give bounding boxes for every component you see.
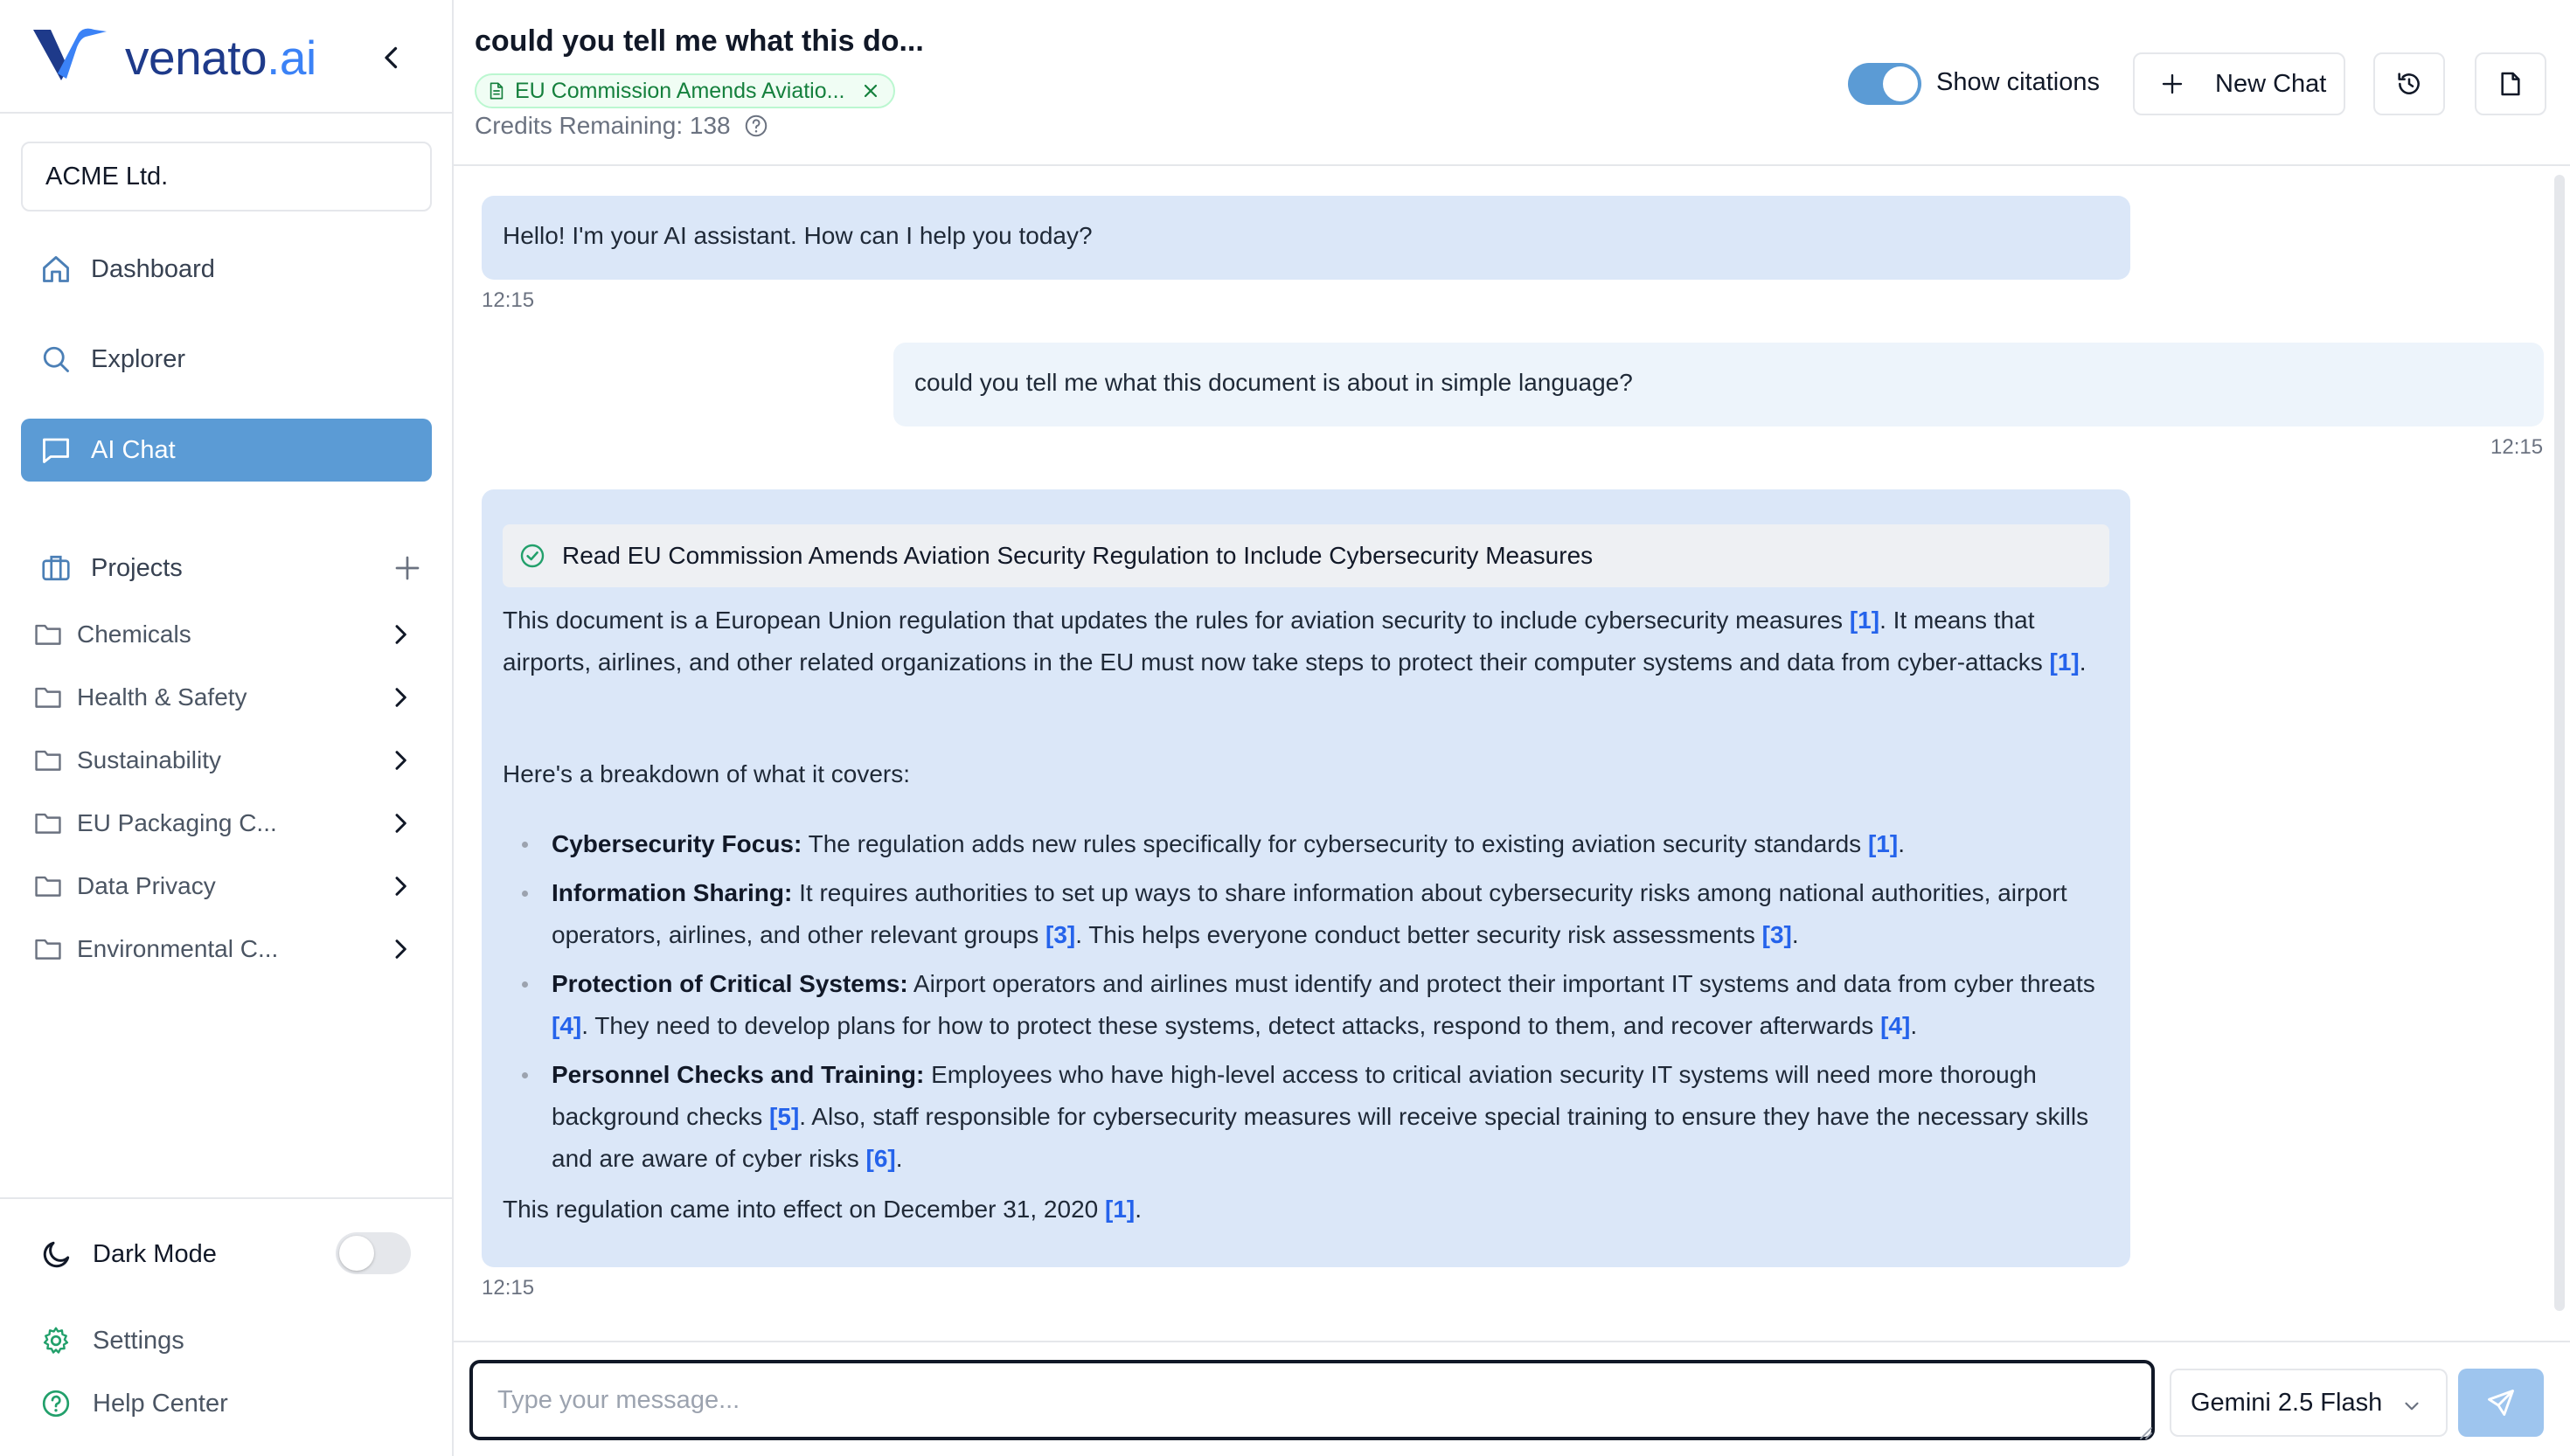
history-icon — [2395, 70, 2423, 98]
answer-text: This document is a European Union regulation that updates the rules for aviation security to include cybersecurity measures — [503, 607, 1850, 634]
project-label: Environmental C... — [77, 935, 279, 962]
punctuation: . — [1791, 921, 1799, 948]
folder-icon — [33, 620, 63, 649]
user-message — [893, 343, 2544, 426]
model-select-value: Gemini 2.5 Flash — [2191, 1388, 2383, 1417]
nav-dashboard[interactable] — [21, 238, 432, 301]
attached-document-name: EU Commission Amends Aviatio... — [515, 78, 845, 103]
folder-icon — [33, 934, 63, 964]
resize-handle-icon[interactable] — [2136, 1423, 2153, 1440]
document-icon — [487, 81, 506, 101]
dark-mode-toggle[interactable] — [336, 1232, 411, 1274]
message-timestamp: 12:15 — [482, 1276, 535, 1300]
history-button[interactable] — [2373, 52, 2445, 115]
chat-header — [454, 0, 2570, 166]
attached-document-chip[interactable] — [475, 73, 895, 108]
project-environmental[interactable] — [21, 923, 432, 975]
chat-title: could you tell me what this do... — [475, 24, 924, 58]
assistant-message — [482, 196, 2130, 280]
chevron-right-icon — [386, 683, 414, 711]
gear-icon — [40, 1325, 72, 1356]
answer-paragraph — [503, 1189, 2109, 1231]
show-citations-toggle[interactable] — [1848, 63, 1921, 105]
punctuation: . — [1898, 830, 1905, 857]
answer-text: . They need to develop plans for how to protect these systems, detect attacks, respond to them, and recover afterwards — [581, 1012, 1881, 1039]
new-chat-button[interactable] — [2133, 52, 2345, 115]
citation-link[interactable]: [4] — [1880, 1012, 1911, 1039]
punctuation: . — [1910, 1012, 1918, 1039]
chevron-right-icon — [386, 872, 414, 900]
read-document-text: Read EU Commission Amends Aviation Security Regulation to Include Cybersecurity Measures — [562, 542, 1594, 569]
citation-link[interactable]: [1] — [1849, 607, 1880, 634]
user-message-text: could you tell me what this document is about in simple language? — [914, 369, 1633, 396]
venato-logo-icon — [31, 28, 110, 82]
project-eu-packaging[interactable] — [21, 797, 432, 849]
nav-ai-chat[interactable] — [21, 419, 432, 482]
collapse-sidebar-button[interactable] — [376, 42, 407, 73]
punctuation: . — [895, 1145, 903, 1172]
folder-icon — [33, 871, 63, 901]
project-label: Data Privacy — [77, 872, 216, 899]
message-timestamp: 12:15 — [482, 288, 535, 312]
nav-explorer-label: Explorer — [91, 344, 185, 373]
brand-name: venato.ai — [125, 31, 316, 85]
logo-row — [0, 0, 454, 114]
chevron-right-icon — [386, 809, 414, 837]
bullet-title: Information Sharing: — [552, 879, 793, 906]
help-circle-icon — [40, 1388, 72, 1419]
message-list[interactable] — [454, 168, 2570, 1339]
list-item — [552, 872, 2109, 956]
search-icon — [40, 343, 72, 375]
project-sustainability[interactable] — [21, 734, 432, 787]
scrollbar-thumb[interactable] — [2554, 175, 2565, 1311]
org-selector[interactable]: ACME Ltd. — [21, 142, 432, 211]
answer-text: It requires authorities to set up ways to share information about cybersecurity risks among national authorities, airport operators, airlines, and other relevant groups — [552, 879, 2067, 948]
chevron-right-icon — [386, 621, 414, 648]
briefcase-icon — [40, 552, 72, 584]
chevron-left-icon — [376, 42, 407, 73]
list-item — [552, 963, 2109, 1047]
answer-text: . It means that airports, airlines, and other related organizations in the EU must now take steps to protect their computer systems and data from cyber-attacks — [503, 607, 2050, 676]
brand-suffix: .ai — [267, 31, 316, 85]
model-select[interactable] — [2170, 1369, 2448, 1437]
new-chat-label: New Chat — [2215, 69, 2327, 98]
project-label: Sustainability — [77, 746, 221, 773]
citation-link[interactable]: [1] — [1105, 1196, 1136, 1223]
answer-text: . This helps everyone conduct better security risk assessments — [1075, 921, 1762, 948]
project-label: EU Packaging C... — [77, 809, 277, 836]
chevron-down-icon — [2400, 1395, 2423, 1418]
send-icon — [2485, 1387, 2517, 1418]
add-project-button[interactable] — [392, 552, 423, 584]
dark-mode-label: Dark Mode — [93, 1239, 217, 1268]
chevron-right-icon — [386, 935, 414, 963]
bullet-title: Protection of Critical Systems: — [552, 970, 908, 997]
plus-icon — [2159, 71, 2185, 97]
citation-link[interactable]: [6] — [865, 1145, 896, 1172]
assistant-answer — [482, 489, 2130, 1267]
home-icon — [40, 253, 72, 285]
answer-text: Employees who have high-level access to critical aviation security IT systems will need more thorough background checks — [552, 1061, 2037, 1130]
help-center-link[interactable] — [40, 1379, 228, 1428]
document-panel-button[interactable] — [2475, 52, 2546, 115]
project-data-privacy[interactable] — [21, 860, 432, 912]
show-citations-label: Show citations — [1936, 68, 2100, 96]
citation-link[interactable]: [1] — [2049, 648, 2080, 676]
project-label: Health & Safety — [77, 683, 247, 711]
answer-paragraph: Here's a breakdown of what it covers: — [503, 760, 911, 787]
list-item — [552, 1054, 2109, 1180]
chevron-right-icon — [386, 746, 414, 774]
punctuation: . — [2079, 648, 2087, 676]
close-icon[interactable] — [860, 80, 881, 101]
credits-text: Credits Remaining: 138 — [475, 112, 731, 139]
moon-icon — [40, 1238, 73, 1271]
nav-explorer[interactable] — [21, 328, 432, 391]
assistant-message-text: Hello! I'm your AI assistant. How can I help you today? — [503, 222, 1093, 249]
help-circle-icon[interactable] — [743, 113, 769, 139]
citation-link[interactable]: [5] — [769, 1103, 800, 1130]
settings-label: Settings — [93, 1326, 184, 1355]
bullet-title: Personnel Checks and Training: — [552, 1061, 925, 1088]
citation-link[interactable]: [4] — [552, 1012, 582, 1039]
settings-link[interactable] — [40, 1316, 184, 1365]
answer-text: The regulation adds new rules specifically for cybersecurity to existing aviation security standards — [802, 830, 1868, 857]
sidebar — [0, 0, 454, 1456]
toggle-knob — [339, 1236, 374, 1271]
answer-text: . Also, staff responsible for cybersecurity measures will receive special training to ensure they have the necessary skills and are aware of cyber risks — [552, 1103, 2089, 1172]
project-label: Chemicals — [77, 621, 191, 648]
toggle-knob — [1883, 66, 1918, 101]
send-button[interactable] — [2458, 1369, 2544, 1437]
project-chemicals[interactable] — [21, 608, 432, 661]
help-center-label: Help Center — [93, 1389, 228, 1418]
citation-link[interactable]: [1] — [1867, 830, 1899, 857]
answer-paragraph — [503, 600, 2109, 683]
answer-text: This regulation came into effect on December 31, 2020 — [503, 1196, 1105, 1223]
chat-icon — [40, 434, 72, 466]
nav-dashboard-label: Dashboard — [91, 254, 215, 283]
folder-icon — [33, 683, 63, 712]
plus-icon — [392, 552, 423, 584]
message-input[interactable] — [469, 1360, 2155, 1440]
check-circle-icon — [518, 542, 546, 570]
answer-text: Airport operators and airlines must identify and protect their important IT systems and data from cyber threats — [907, 970, 2095, 997]
answer-bullet-list — [503, 823, 2109, 1187]
credits-remaining — [475, 112, 769, 140]
folder-icon — [33, 745, 63, 775]
punctuation: . — [1135, 1196, 1143, 1223]
project-health-safety[interactable] — [21, 671, 432, 724]
nav-ai-chat-label: AI Chat — [91, 435, 176, 464]
bullet-title: Cybersecurity Focus: — [552, 830, 802, 857]
citation-link[interactable]: [3] — [1761, 921, 1792, 948]
projects-header — [21, 542, 432, 594]
message-timestamp: 12:15 — [2490, 435, 2544, 459]
citation-link[interactable]: [3] — [1045, 921, 1076, 948]
read-document-status — [503, 524, 2109, 587]
list-item — [552, 823, 2109, 865]
composer — [454, 1341, 2570, 1456]
folder-icon — [33, 808, 63, 838]
file-icon — [2497, 70, 2525, 98]
projects-label: Projects — [91, 553, 183, 582]
scrollbar[interactable] — [2554, 168, 2565, 1321]
